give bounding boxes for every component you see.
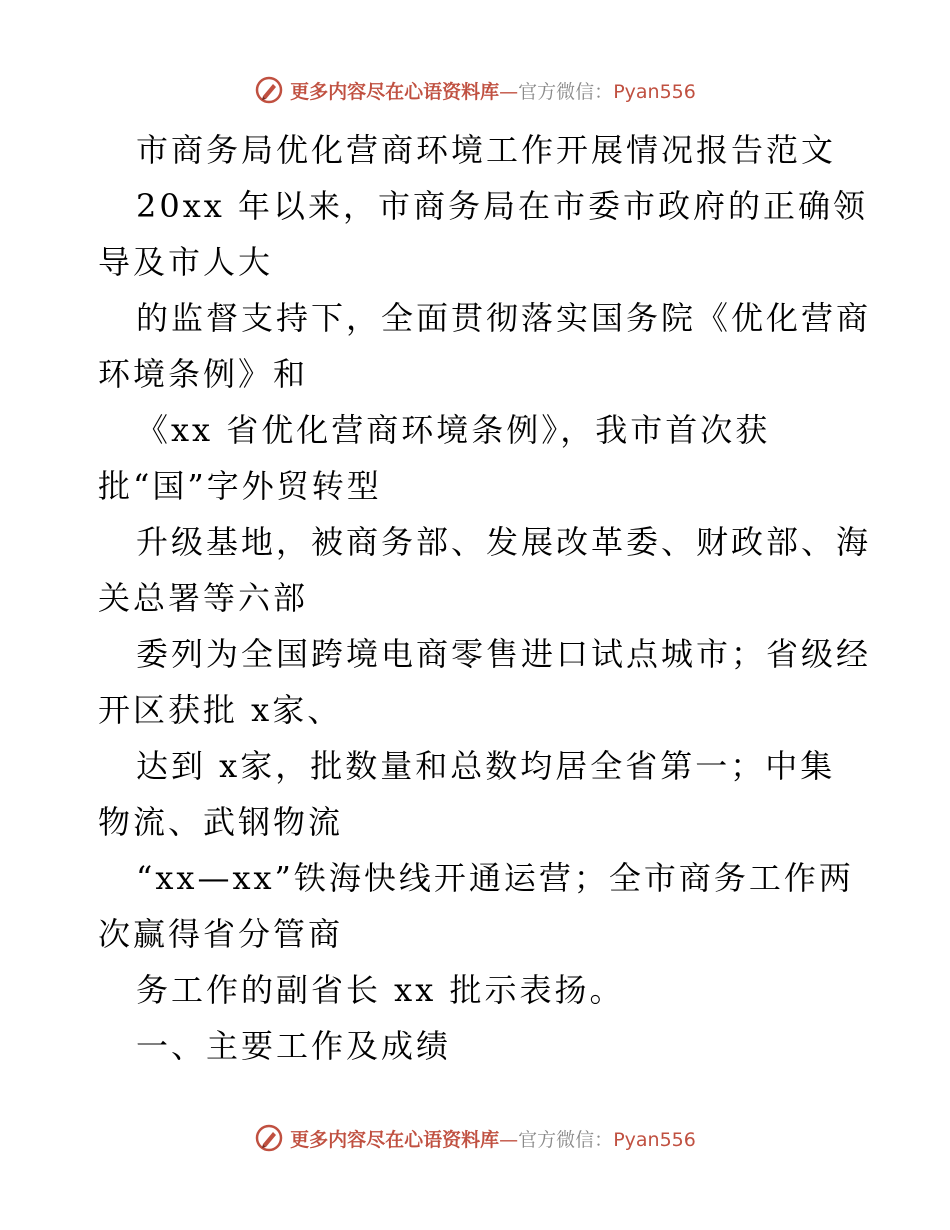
paragraph-line: 的监督支持下，全面贯彻落实国务院《优化营商	[136, 299, 872, 337]
footer-banner-text	[290, 1125, 696, 1152]
paragraph-line: 升级基地，被商务部、发展改革委、财政部、海	[136, 523, 872, 561]
header-label: 官方微信：	[518, 80, 614, 103]
paragraph-line: 次赢得省分管商	[98, 915, 344, 953]
paragraph-line: “xx—xx”铁海快线开通运营；全市商务工作两	[136, 859, 854, 897]
document-body	[98, 122, 872, 1074]
paragraph-line: 达到 x家，批数量和总数均居全省第一；中集	[136, 747, 836, 785]
header-banner	[0, 70, 950, 110]
footer-label: 官方微信：	[518, 1128, 614, 1151]
footer-dash: —	[499, 1128, 519, 1151]
footer-banner	[0, 1118, 950, 1158]
paragraph-line: 《xx 省优化营商环境条例》，我市首次获	[136, 411, 771, 449]
paragraph-line: 物流、武钢物流	[98, 803, 344, 841]
pen-logo-icon	[254, 1123, 284, 1153]
header-brand: 更多内容尽在心语资料库	[290, 80, 500, 103]
document-title: 市商务局优化营商环境工作开展情况报告范文	[136, 131, 837, 169]
header-dash: —	[499, 80, 519, 103]
header-banner-text	[290, 77, 696, 104]
section-heading: 一、主要工作及成绩	[136, 1027, 452, 1065]
paragraph-line: 关总署等六部	[98, 579, 309, 617]
paragraph-line: 开区获批 x家、	[98, 691, 343, 729]
paragraph-line: 务工作的副省长 xx 批示表扬。	[136, 971, 625, 1009]
footer-brand: 更多内容尽在心语资料库	[290, 1128, 500, 1151]
paragraph-line: 委列为全国跨境电商零售进口试点城市；省级经	[136, 635, 872, 673]
pen-logo-icon	[254, 75, 284, 105]
paragraph-line: 环境条例》和	[98, 355, 309, 393]
paragraph-line: 导及市人大	[98, 243, 274, 281]
paragraph-line: 20xx 年以来，市商务局在市委市政府的正确领	[136, 187, 868, 225]
header-account: Pyan556	[613, 80, 696, 103]
paragraph-line: 批“国”字外贸转型	[98, 467, 382, 505]
footer-account: Pyan556	[613, 1128, 696, 1151]
